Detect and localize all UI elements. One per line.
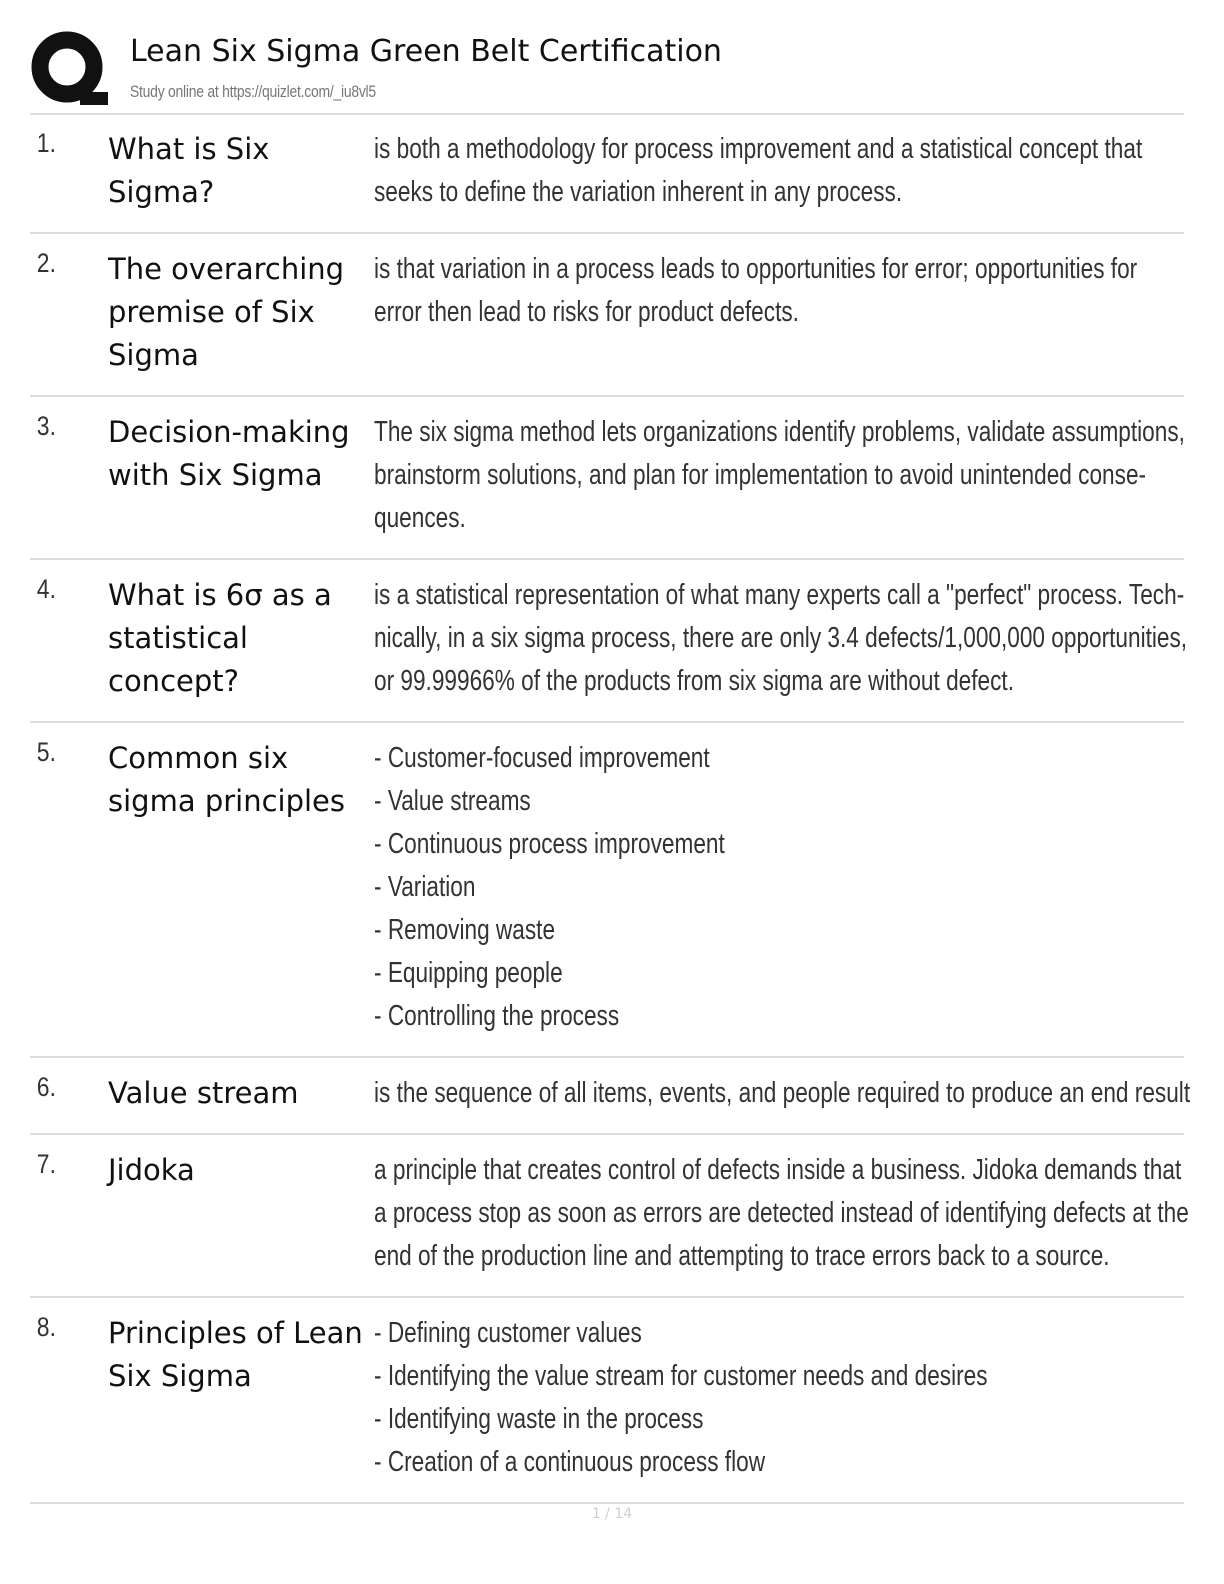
definition-line: is that variation in a process leads to opportunities for error; opportunities for xyxy=(374,253,1138,285)
card-number: 6. xyxy=(36,1072,56,1102)
card-number: 4. xyxy=(36,574,56,604)
definition-line: - Equipping people xyxy=(374,957,563,989)
flashcard-row xyxy=(30,723,1184,1058)
card-term: Common six sigma principles xyxy=(108,741,345,818)
definition-line: seeks to define the variation inherent in any process. xyxy=(374,176,903,208)
flashcard-row xyxy=(30,560,1188,723)
card-definition xyxy=(374,1312,1224,1484)
definition-line: - Removing waste xyxy=(374,914,556,946)
flashcard-row xyxy=(30,114,1184,234)
definition-line: - Creation of a continuous process flow xyxy=(374,1446,766,1478)
definition-line: - Variation xyxy=(374,871,476,903)
definition-line: brainstorm solutions, and plan for implementation to avoid unintended conse- xyxy=(374,459,1147,491)
definition-line: is both a methodology for process improvement and a statistical concept that xyxy=(374,133,1143,165)
definition-line: nically, in a six sigma process, there are only 3.4 defects/1,000,000 opportunities, xyxy=(374,622,1188,654)
flashcard-list xyxy=(30,114,1191,1504)
definition-line: a process stop as soon as errors are detected instead of identifying defects at the xyxy=(374,1197,1189,1229)
card-term: What is Six Sigma? xyxy=(108,132,270,209)
card-definition xyxy=(374,248,1224,377)
card-number: 2. xyxy=(36,248,56,278)
card-term: Decision-making with Six Sigma xyxy=(108,415,350,492)
definition-line: is the sequence of all items, events, and people required to produce an end result xyxy=(374,1077,1191,1109)
definition-line: - Controlling the process xyxy=(374,1000,620,1032)
flashcard-row xyxy=(30,397,1184,560)
card-definition xyxy=(374,411,1224,540)
definition-line: - Defining customer values xyxy=(374,1317,642,1349)
card-number: 5. xyxy=(36,737,56,767)
card-term: Value stream xyxy=(108,1076,299,1110)
study-online-link[interactable]: Study online at https://quizlet.com/_iu8vl5 xyxy=(130,82,376,101)
definition-line: error then lead to risks for product defects. xyxy=(374,296,799,328)
page-number: 1 / 14 xyxy=(591,1506,633,1522)
card-term: What is 6σ as a statistical concept? xyxy=(108,578,332,698)
definition-line: The six sigma method lets organizations identify problems, validate assumptions, xyxy=(374,416,1185,448)
card-definition xyxy=(374,737,1224,1038)
card-number: 8. xyxy=(36,1312,56,1342)
quizlet-logo-icon xyxy=(30,30,110,110)
card-number: 7. xyxy=(36,1149,56,1179)
definition-line: end of the production line and attempting to trace errors back to a source. xyxy=(374,1240,1110,1272)
card-definition xyxy=(374,1072,1224,1115)
definition-line: a principle that creates control of defects inside a business. Jidoka demands that xyxy=(374,1154,1182,1186)
definition-line: - Identifying the value stream for customer needs and desires xyxy=(374,1360,988,1392)
card-number: 1. xyxy=(36,128,56,158)
definition-line: quences. xyxy=(374,502,466,534)
page-header xyxy=(30,28,1184,114)
definition-line: - Value streams xyxy=(374,785,531,817)
card-term: The overarching premise of Six Sigma xyxy=(108,252,345,372)
definition-line: - Continuous process improvement xyxy=(374,828,725,860)
definition-line: - Customer-focused improvement xyxy=(374,742,710,774)
card-definition xyxy=(374,1149,1224,1278)
card-term: Principles of Lean Six Sigma xyxy=(108,1316,363,1393)
flashcard-row xyxy=(30,1058,1191,1135)
flashcard-row xyxy=(30,1135,1189,1298)
card-definition xyxy=(374,128,1224,214)
flashcard-row xyxy=(30,234,1184,397)
card-definition xyxy=(374,574,1224,703)
page-title: Lean Six Sigma Green Belt Certification xyxy=(130,34,722,69)
flashcard-row xyxy=(30,1298,1184,1504)
card-number: 3. xyxy=(36,411,56,441)
definition-line: is a statistical representation of what many experts call a "perfect" process. Tech- xyxy=(374,579,1185,611)
definition-line: or 99.99966% of the products from six sigma are without defect. xyxy=(374,665,1014,697)
definition-line: - Identifying waste in the process xyxy=(374,1403,704,1435)
card-term: Jidoka xyxy=(108,1153,195,1187)
